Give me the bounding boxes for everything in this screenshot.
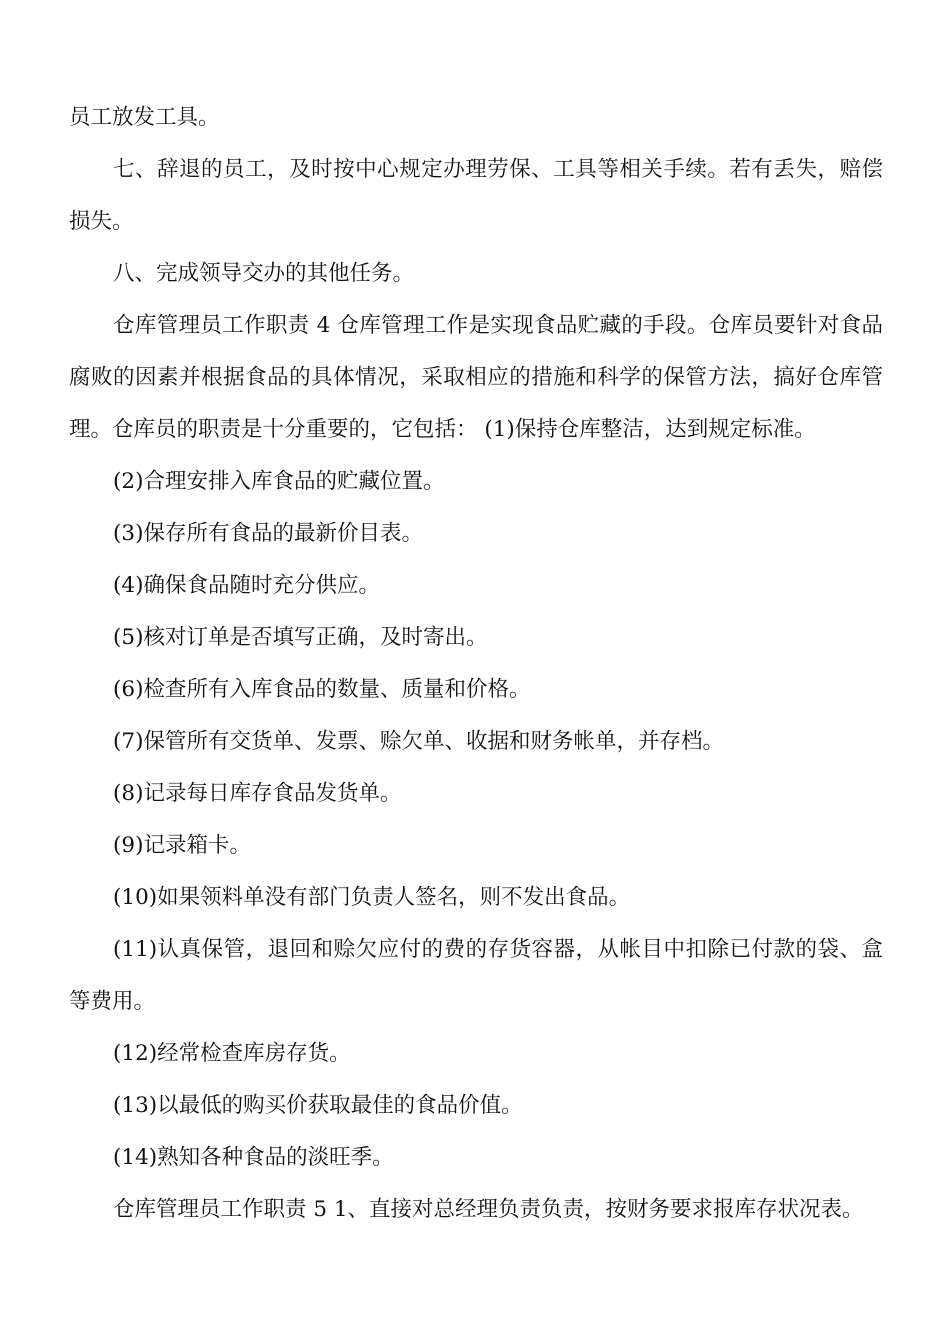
- list-item-7: (7)保管所有交货单、发票、赊欠单、收据和财务帐单，并存档。: [113, 729, 724, 754]
- paragraph-duty-4-intro: 仓库管理员工作职责 4 仓库管理工作是实现食品贮藏的手段。仓库员要针对食品腐败的因素并根据食品的具体情况，采取相应的措施和科学的保管方法，搞好仓库管理。仓库员的职责是十分重要的，它包括： (1)保持仓库整洁，达到规定标准。: [69, 313, 883, 442]
- list-item-12: (12)经常检查库房存货。: [113, 1041, 351, 1066]
- list-item-13: (13)以最低的购买价获取最佳的食品价值。: [113, 1093, 523, 1118]
- paragraph-continuation: 员工放发工具。: [69, 105, 220, 130]
- list-item-14: (14)熟知各种食品的淡旺季。: [113, 1145, 394, 1170]
- paragraph-item-7: 七、辞退的员工，及时按中心规定办理劳保、工具等相关手续。若有丢失，赔偿损失。: [69, 157, 883, 234]
- paragraph-duty-5-intro: 仓库管理员工作职责 5 1、直接对总经理负责负责，按财务要求报库存状况表。: [113, 1197, 864, 1222]
- list-item-8: (8)记录每日库存食品发货单。: [113, 781, 402, 806]
- list-item-2: (2)合理安排入库食品的贮藏位置。: [113, 469, 445, 494]
- list-item-6: (6)检查所有入库食品的数量、质量和价格。: [113, 677, 531, 702]
- paragraph-item-8: 八、完成领导交办的其他任务。: [113, 261, 415, 286]
- list-item-10: (10)如果领料单没有部门负责人签名，则不发出食品。: [113, 885, 631, 910]
- list-item-5: (5)核对订单是否填写正确，及时寄出。: [113, 625, 488, 650]
- list-item-11: (11)认真保管，退回和赊欠应付的费的存货容器，从帐目中扣除已付款的袋、盒等费用。: [69, 937, 883, 1014]
- list-item-4: (4)确保食品随时充分供应。: [113, 573, 380, 598]
- list-item-9: (9)记录箱卡。: [113, 833, 251, 858]
- document-body: [69, 92, 883, 1236]
- list-item-3: (3)保存所有食品的最新价目表。: [113, 521, 423, 546]
